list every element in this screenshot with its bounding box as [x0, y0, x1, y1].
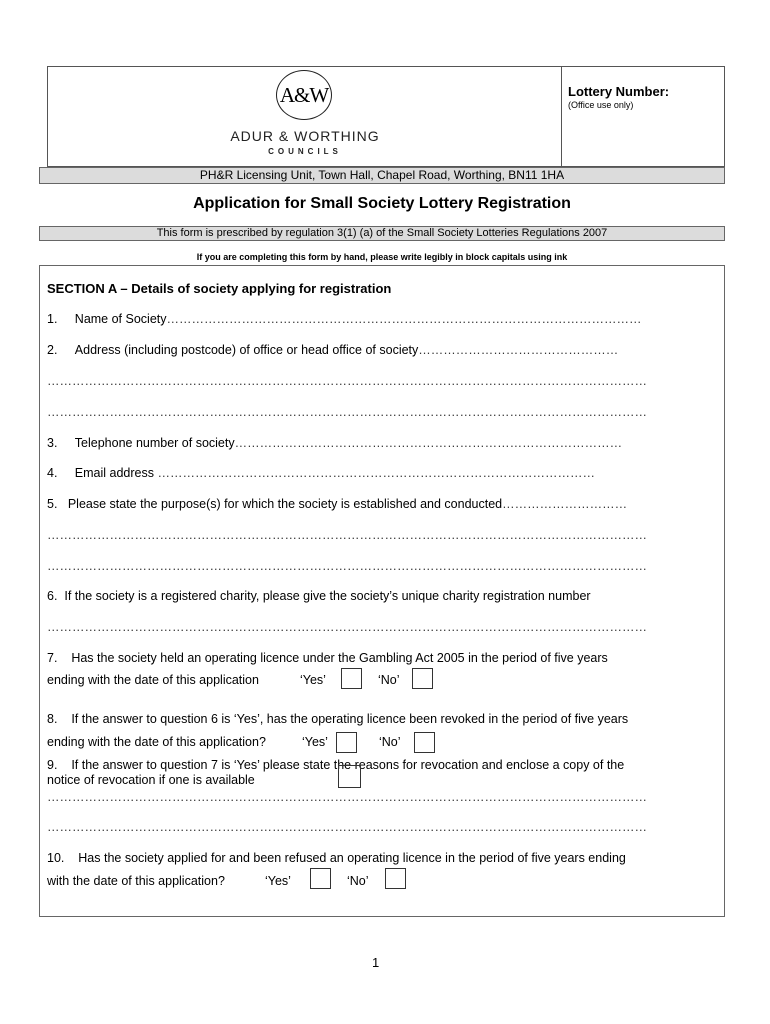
regulation-note: This form is prescribed by regulation 3(1) (a) of the Small Society Lotteries Regulations 2007: [39, 226, 725, 241]
q10-yes-checkbox[interactable]: [310, 868, 331, 889]
address-bar: PH&R Licensing Unit, Town Hall, Chapel Road, Worthing, BN11 1HA: [39, 167, 725, 184]
answer-line[interactable]: ………………………………………………………………………………………………………………………………: [47, 405, 647, 419]
q8-yes-checkbox[interactable]: [336, 732, 357, 753]
answer-line[interactable]: ………………………………………………………………………………………………………………………………: [47, 374, 647, 388]
question-1: [47, 312, 642, 326]
yes-label: ‘Yes’: [300, 673, 326, 687]
question-9-line1: 9. If the answer to question 7 is ‘Yes’ please state the reasons for revocation and enclose a copy of the: [47, 758, 625, 772]
ink-note: If you are completing this form by hand, please write legibly in block capitals using ink: [196, 252, 568, 262]
answer-line[interactable]: ……………………………………………………………………………………………………: [166, 312, 642, 326]
question-2-label: 2. Address (including postcode) of office or head office of society: [47, 343, 419, 357]
no-label: ‘No’: [378, 673, 400, 687]
answer-line[interactable]: ………………………………………………………………………………………………………………………………: [47, 790, 647, 804]
stray-checkbox: [338, 765, 361, 788]
page-number: 1: [372, 955, 380, 970]
no-label: ‘No’: [347, 874, 369, 888]
question-10-line2: with the date of this application?: [47, 874, 225, 888]
yes-label: ‘Yes’: [302, 735, 328, 749]
answer-line[interactable]: …………………………………………………………………………………: [234, 436, 623, 450]
question-5-label: 5. Please state the purpose(s) for which the society is established and conducted: [47, 497, 503, 511]
answer-line[interactable]: ………………………………………………………………………………………………………………………………: [47, 528, 647, 542]
question-7-line1: 7. Has the society held an operating licence under the Gambling Act 2005 in the period of five years: [47, 651, 608, 665]
question-2: [47, 343, 618, 357]
logo-monogram: A&W: [279, 83, 329, 107]
question-4-label: 4. Email address: [47, 466, 154, 480]
answer-line[interactable]: ……………………………………………………………………………………………: [154, 466, 595, 480]
header-divider: [561, 66, 562, 167]
question-3-label: 3. Telephone number of society: [47, 436, 235, 450]
answer-line[interactable]: ………………………………………………………………………………………………………………………………: [47, 559, 647, 573]
question-5: [47, 497, 627, 511]
answer-line[interactable]: …………………………: [502, 497, 628, 511]
lottery-number-label: Lottery Number:: [568, 84, 670, 99]
logo-councils: COUNCILS: [268, 147, 342, 156]
council-logo: [276, 70, 332, 120]
question-3: [47, 436, 622, 450]
yes-label: ‘Yes’: [265, 874, 291, 888]
logo-name: ADUR & WORTHING: [230, 128, 380, 144]
question-10-line1: 10. Has the society applied for and been refused an operating licence in the period of five years ending: [47, 851, 626, 865]
q10-no-checkbox[interactable]: [385, 868, 406, 889]
answer-line[interactable]: …………………………………………: [418, 343, 619, 357]
question-1-label: 1. Name of Society: [47, 312, 167, 326]
answer-line[interactable]: ………………………………………………………………………………………………………………………………: [47, 620, 647, 634]
question-7-line2: ending with the date of this application: [47, 673, 259, 687]
section-a-heading: SECTION A – Details of society applying for registration: [47, 281, 392, 296]
question-8-line2: ending with the date of this application?: [47, 735, 266, 749]
q7-no-checkbox[interactable]: [412, 668, 433, 689]
answer-line[interactable]: ………………………………………………………………………………………………………………………………: [47, 820, 647, 834]
question-4: [47, 466, 595, 480]
lottery-number-note: (Office use only): [568, 100, 634, 110]
question-6-label: 6. If the society is a registered charity, please give the society’s unique charity registration number: [47, 589, 591, 603]
no-label: ‘No’: [379, 735, 401, 749]
question-8-line1: 8. If the answer to question 6 is ‘Yes’, has the operating licence been revoked in the period of five years: [47, 712, 629, 726]
q8-no-checkbox[interactable]: [414, 732, 435, 753]
page-title: Application for Small Society Lottery Registration: [193, 195, 571, 212]
question-9-line2: notice of revocation if one is available: [47, 773, 255, 787]
q7-yes-checkbox[interactable]: [341, 668, 362, 689]
